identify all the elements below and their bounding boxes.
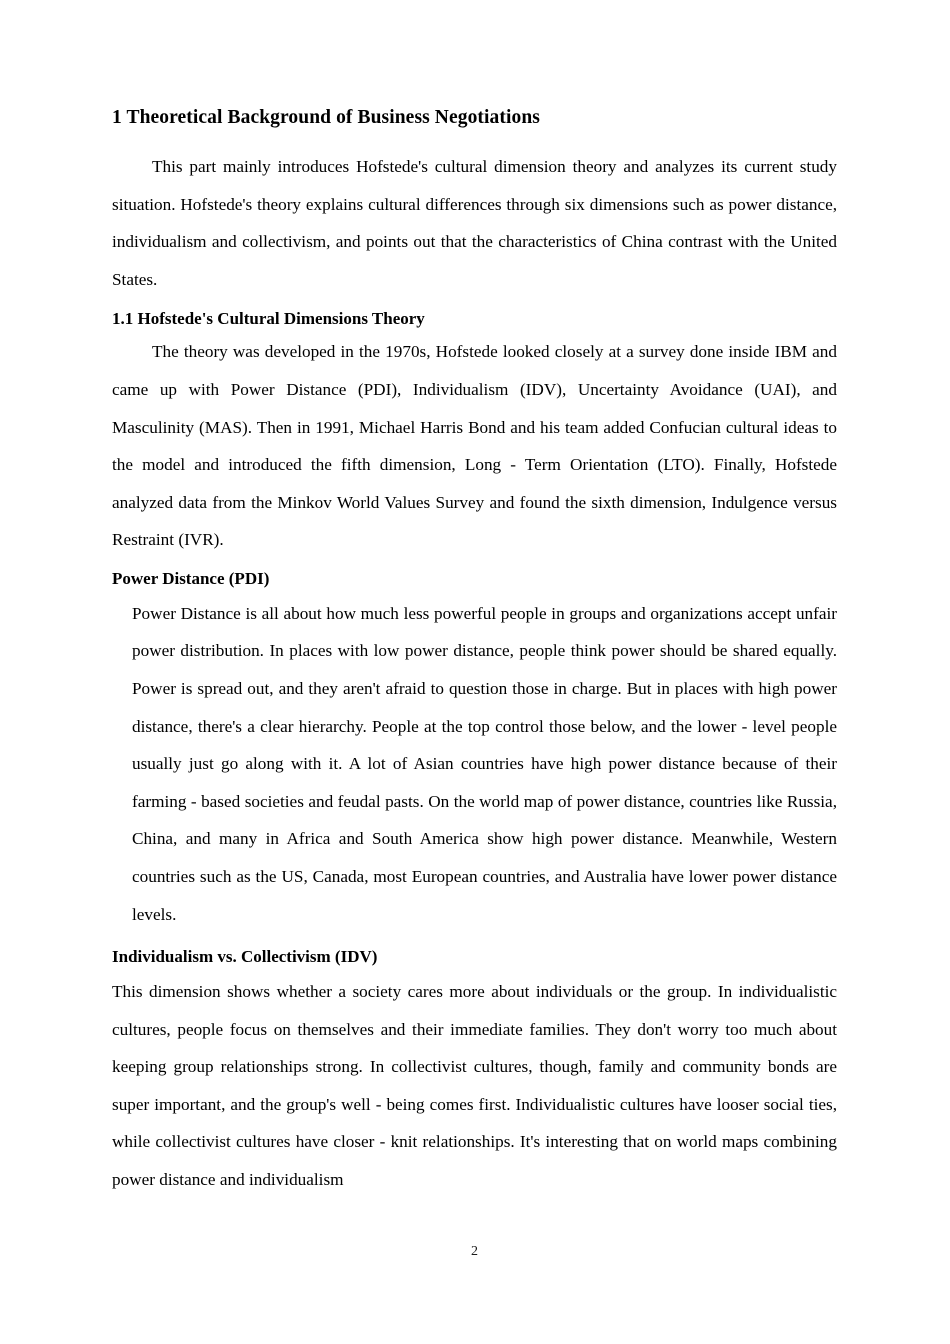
pdi-paragraph: Power Distance is all about how much less powerful people in groups and organizations accept unfair power distribution. In places with low power distance, people think power should be shared equally. Power is spread out, and they aren't afraid to question those in charge. But in places with high power distance, there's a clear hierarchy. People at the top control those below, and the lower - level people usually just go along with it. A lot of Asian countries have high power distance because of their farming - based societies and feudal pasts. On the world map of power distance, countries like Russia, China, and many in Africa and South America show high power distance. Meanwhile, Western countries such as the US, Canada, most European countries, and Australia have lower power distance levels. — [132, 603, 837, 924]
spacer — [112, 933, 837, 945]
spacer — [112, 299, 837, 307]
idv-paragraph: This dimension shows whether a society cares more about individuals or the group. In individualistic cultures, people focus on themselves and their immediate families. They don't worry too much about keeping group relationships strong. In collectivist cultures, though, family and community bonds are super important, and the group's well - being comes first. Individualistic cultures have looser social ties, while collectivist cultures have closer - knit relationships. It's interesting that on world maps combining power distance and individualism — [112, 981, 837, 1189]
pdi-block — [132, 595, 837, 933]
pdi-heading: Power Distance (PDI) — [112, 569, 270, 588]
chapter-heading: 1 Theoretical Background of Business Negotiations — [112, 107, 540, 128]
idv-heading: Individualism vs. Collectivism (IDV) — [112, 947, 378, 967]
page-number: 2 — [471, 1244, 478, 1259]
intro-paragraph: This part mainly introduces Hofstede's cultural dimension theory and analyzes its current study situation. Hofstede's theory explains cultural differences through six dimensions such as power distance, individualism and collectivism, and points out that the characteristics of China contrast with the United States. — [112, 157, 837, 290]
page-content — [112, 104, 837, 1199]
subsection-heading-1-1: 1.1 Hofstede's Cultural Dimensions Theory — [112, 308, 425, 328]
subsection-paragraph: The theory was developed in the 1970s, Hofstede looked closely at a survey done inside IBM and came up with Power Distance (PDI), Individualism (IDV), Uncertainty Avoidance (UAI), and Masculinity (MAS). Then in 1991, Michael Harris Bond and his team added Confucian cultural ideas to the model and introduced the fifth dimension, Long - Term Orientation (LTO). Finally, Hofstede analyzed data from the Minkov World Values Survey and found the sixth dimension, Indulgence versus Restraint (IVR). — [112, 342, 837, 550]
spacer — [112, 559, 837, 567]
